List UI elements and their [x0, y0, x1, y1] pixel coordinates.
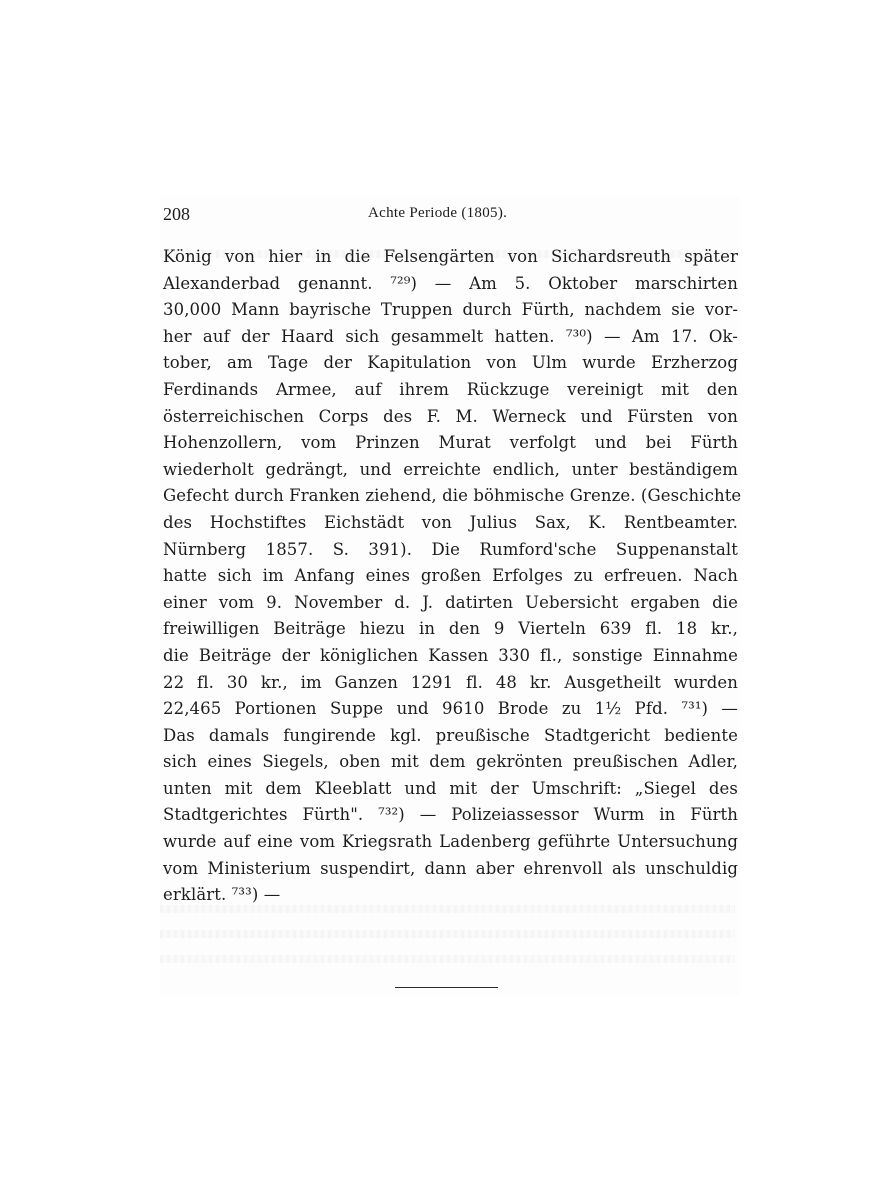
text-line: Stadtgerichtes Fürth". ⁷³²) — Polizeiassessor Wurm in Fürth [163, 805, 738, 825]
text-line: freiwilligen Beiträge hiezu in den 9 Vierteln 639 fl. 18 kr., [163, 619, 738, 639]
bleed-through-shadow [160, 930, 735, 938]
text-line: wurde auf eine vom Kriegsrath Ladenberg geführte Untersuchung [163, 832, 738, 852]
text-line: hatte sich im Anfang eines großen Erfolges zu erfreuen. Nach [163, 566, 738, 586]
text-line: Alexanderbad genannt. ⁷²⁹) — Am 5. Oktober marschirten [163, 273, 738, 293]
text-line: Gefecht durch Franken ziehend, die böhmische Grenze. (Geschichte [163, 486, 742, 506]
text-line: vom Ministerium suspendirt, dann aber ehrenvoll als unschuldig [163, 858, 738, 878]
text-line: 22,465 Portionen Suppe und 9610 Brode zu 1½ Pfd. ⁷³¹) — [163, 699, 738, 719]
text-line: des Hochstiftes Eichstädt von Julius Sax, K. Rentbeamter. [163, 512, 738, 532]
text-line: tober, am Tage der Kapitulation von Ulm wurde Erzherzog [163, 353, 738, 373]
body-text [163, 244, 742, 909]
text-line: unten mit dem Kleeblatt und mit der Umschrift: „Siegel des [163, 778, 738, 798]
running-title: Achte Periode (1805). [368, 205, 508, 221]
text-line: Nürnberg 1857. S. 391). Die Rumford'sche Suppenanstalt [163, 539, 738, 559]
text-line: Ferdinands Armee, auf ihrem Rückzuge vereinigt mit den [163, 379, 738, 399]
bleed-through-shadow [160, 955, 735, 963]
text-line: 30,000 Mann bayrische Truppen durch Fürth, nachdem sie vor- [163, 300, 738, 320]
text-line: die Beiträge der königlichen Kassen 330 fl., sonstige Einnahme [163, 645, 738, 665]
text-line: einer vom 9. November d. J. datirten Uebersicht ergaben die [163, 592, 738, 612]
text-line: 22 fl. 30 kr., im Ganzen 1291 fl. 48 kr. Ausgetheilt wurden [163, 672, 738, 692]
text-line: her auf der Haard sich gesammelt hatten. ⁷³⁰) — Am 17. Ok- [163, 326, 738, 346]
page-header [163, 204, 738, 230]
text-line: Hohenzollern, vom Prinzen Murat verfolgt und bei Fürth [163, 433, 738, 453]
text-line: König von hier in die Felsengärten von Sichardsreuth später [163, 247, 738, 266]
text-line: erklärt. ⁷³³) — [163, 885, 281, 905]
text-line: Das damals fungirende kgl. preußische Stadtgericht bediente [163, 725, 738, 745]
text-line: österreichischen Corps des F. M. Werneck und Fürsten von [163, 406, 738, 426]
page-number: 208 [163, 204, 190, 224]
text-line: sich eines Siegels, oben mit dem gekrönten preußischen Adler, [163, 752, 738, 772]
text-line: wiederholt gedrängt, und erreichte endlich, unter beständigem [163, 459, 738, 479]
footnote-divider [395, 987, 498, 988]
